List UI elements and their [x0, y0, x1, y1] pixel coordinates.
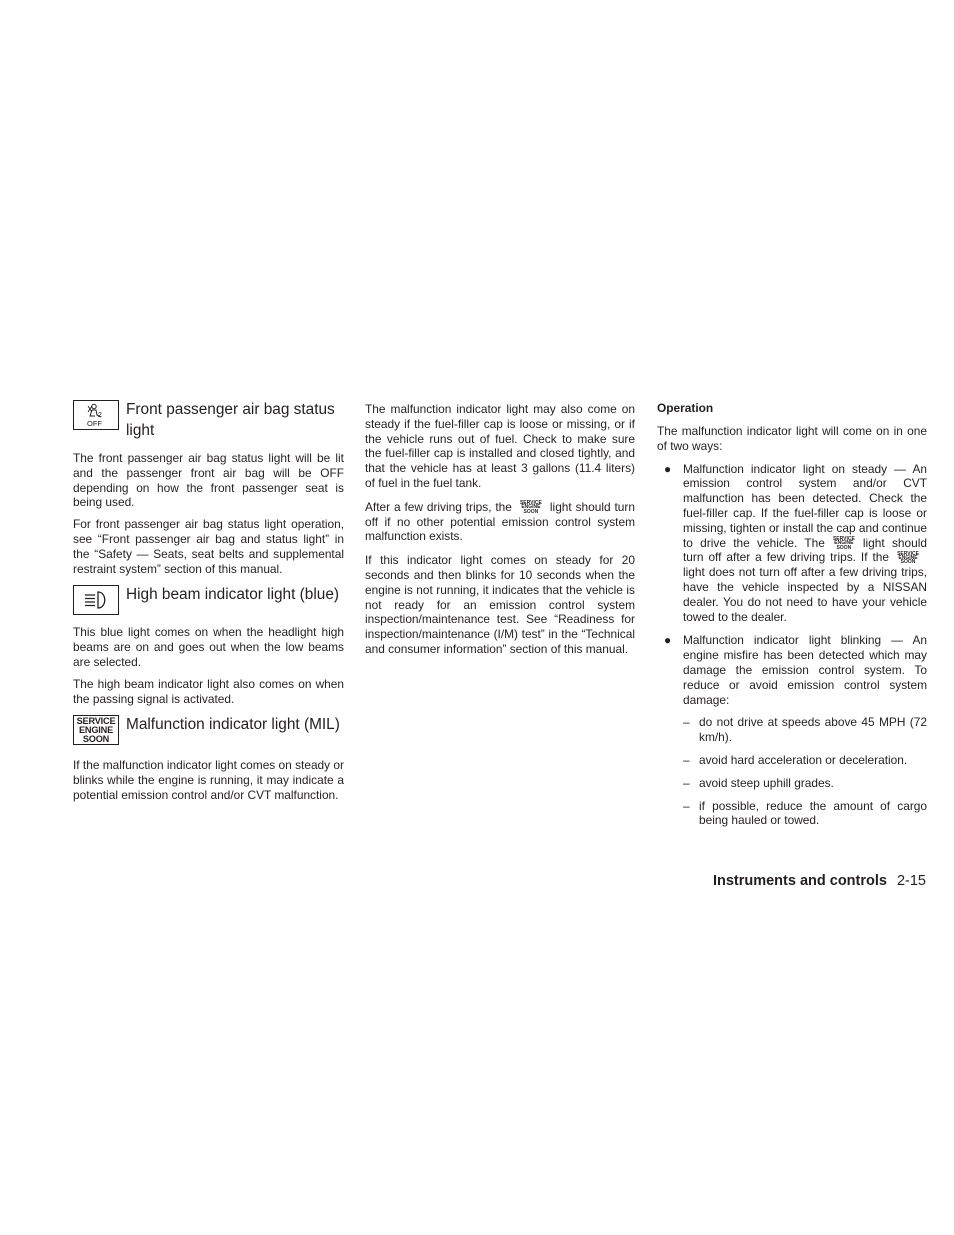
- highbeam-paragraph-2: The high beam indicator light also comes on when the passing signal is activated.: [73, 676, 344, 706]
- column-right: [657, 401, 927, 837]
- list-item: – do not drive at speeds above 45 MPH (72 km/h).: [683, 715, 927, 745]
- airbag-status-icon: [73, 400, 119, 430]
- page-footer: [713, 872, 926, 890]
- airbag-paragraph-1: The front passenger air bag status light will be lit and the passenger front air bag will be OFF depending on how the front passenger seat is being used.: [73, 451, 344, 510]
- airbag-title: Front passenger air bag status light: [126, 401, 335, 439]
- bullet-icon: ●: [664, 633, 672, 648]
- damage-avoidance-list: [683, 715, 927, 828]
- airbag-icon-off-text: OFF: [87, 419, 102, 428]
- bullet-icon: ●: [664, 461, 672, 476]
- airbag-heading: [73, 400, 344, 441]
- column-left: [73, 400, 344, 803]
- service-engine-soon-icon: SERVICE ENGINE SOON: [897, 550, 919, 566]
- service-engine-soon-icon: SERVICE ENGINE SOON: [832, 535, 855, 551]
- column-middle: [365, 402, 635, 657]
- highbeam-title: High beam indicator light (blue): [126, 586, 340, 604]
- mil-title: Malfunction indicator light (MIL): [126, 716, 340, 734]
- footer-section-title: Instruments and controls: [712, 873, 887, 889]
- highbeam-heading: [73, 585, 344, 615]
- mil-paragraph-1: If the malfunction indicator light comes on steady or blinks while the engine is running, it may indicate a potential emission control and/or CVT malfunction.: [73, 758, 344, 802]
- airbag-paragraph-2: For front passenger air bag status light operation, see “Front passenger air bag and status light” in the “Safety — Seats, seat belts and supplemental restraint system” section of this manual.: [73, 517, 344, 576]
- operation-intro: The malfunction indicator light will come on in one of two ways:: [657, 424, 927, 453]
- list-item: – avoid steep uphill grades.: [683, 775, 834, 790]
- operation-heading: Operation: [657, 401, 714, 415]
- list-item: ● Malfunction indicator light blinking — An engine misfire has been detected which may damage the emission control system. To reduce or avoid emission control system damage: – do not drive at speeds above 45 MPH (72 km/h). – avoid hard acceleration or deceleration. – avoid steep uphill grades. – if possible, reduce the amount of cargo being hauled or towed.: [664, 633, 927, 828]
- high-beam-icon: [73, 585, 119, 615]
- fuel-cap-paragraph: The malfunction indicator light may also come on steady if the fuel-filler cap is loose or missing, or if the vehicle runs out of fuel. Check to make sure the fuel-filler cap is installed and closed tightly, and that the vehicle has at least 3 gallons (11.4 liters) of fuel in the fuel tank.: [365, 402, 635, 490]
- service-engine-soon-icon: SERVICE ENGINE SOON: [73, 715, 119, 745]
- highbeam-paragraph-1: This blue light comes on when the headlight high beams are on and goes out when the low beams are selected.: [73, 625, 344, 669]
- service-engine-soon-icon: SERVICE ENGINE SOON: [519, 500, 542, 515]
- readiness-paragraph: If this indicator light comes on steady for 20 seconds and then blinks for 10 seconds when the engine is not running, it indicates that the vehicle is not ready for an emission control system inspection/maintenance test. See “Readiness for inspection/maintenance (I/M) test” in the “Technical and consumer information” section of this manual.: [365, 553, 635, 656]
- mil-heading: [73, 715, 344, 745]
- page-number: 2-15: [896, 873, 926, 889]
- airbag-icon-digit: 2: [98, 412, 102, 419]
- list-item: – if possible, reduce the amount of cargo being hauled or towed.: [683, 798, 927, 828]
- list-item: – avoid hard acceleration or deceleration.: [683, 752, 908, 767]
- list-item: ● Malfunction indicator light on steady — An emission control system and/or CVT malfunction has been detected. Check the fuel-filler cap. If the fuel-filler cap is loose or missing, tighten or install the cap and continue to drive the vehicle. The SERVICE ENGINE SOON light should turn off after a few driving trips. If the SERVICE ENGINE SOON light does not turn off after a few driving trips, have the vehicle inspected by a NISSAN dealer. You do not need to have your vehicle towed to the dealer.: [664, 461, 927, 624]
- operation-list: [657, 462, 927, 829]
- trips-paragraph: After a few driving trips, the SERVICE ENGINE SOON light should turn off if no other potential emission control system malfunction exists.: [365, 499, 635, 544]
